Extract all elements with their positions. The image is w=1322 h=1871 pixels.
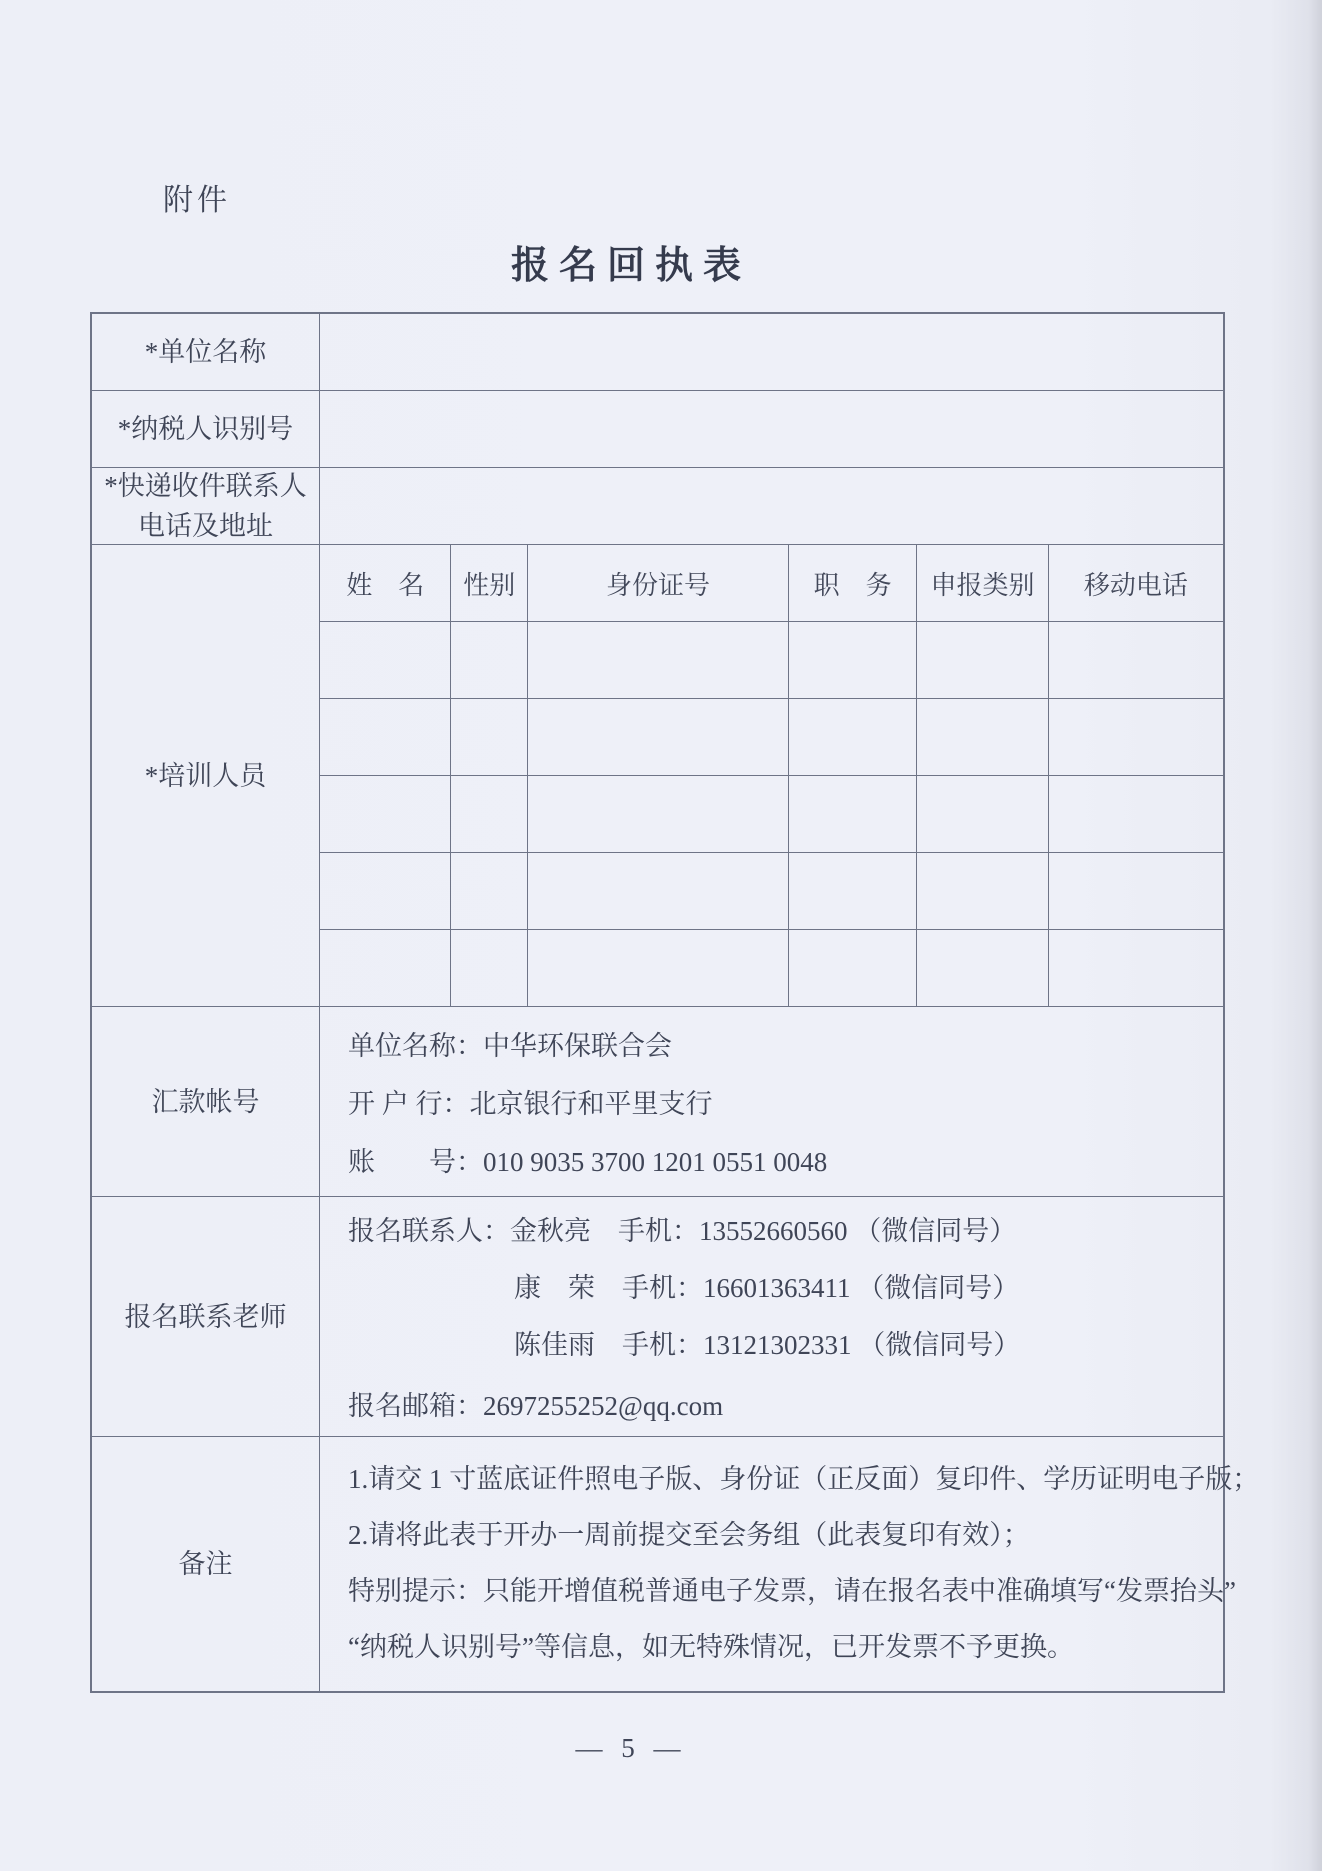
trainee-header-application-category: 申报类别	[917, 545, 1048, 622]
trainee-cell-empty	[789, 853, 917, 930]
courier-contact-label	[92, 468, 320, 544]
remittance-unit-name: 单位名称：中华环保联合会	[348, 1031, 672, 1061]
registration-form-table	[90, 312, 1260, 1693]
row-courier-contact	[92, 468, 1223, 545]
trainee-cell-empty	[528, 622, 789, 699]
trainee-cell-empty	[1049, 699, 1223, 776]
remarks-line-1: 1.请交 1 寸蓝底证件照电子版、身份证（正反面）复印件、学历证明电子版；	[348, 1464, 1260, 1494]
attachment-label: 附件	[163, 184, 231, 217]
trainee-cell-empty	[320, 776, 451, 853]
courier-contact-value-cell	[320, 468, 1223, 544]
trainees-table-cell	[320, 545, 1223, 1006]
remittance-account-number: 账 号：010 9035 3700 1201 0551 0048	[348, 1147, 828, 1177]
courier-contact-label-line1: *快递收件联系人	[104, 471, 307, 501]
contact-line-2: 康 荣 手机：16601363411 （微信同号）	[514, 1273, 1020, 1303]
contact-line-3: 陈佳雨 手机：13121302331 （微信同号）	[514, 1330, 1021, 1360]
trainee-cell-empty	[1049, 853, 1223, 930]
trainee-cell-empty	[1049, 622, 1223, 699]
trainee-cell-empty	[528, 853, 789, 930]
remarks-details	[320, 1437, 1273, 1691]
trainee-cell-empty	[320, 622, 451, 699]
remarks-line-3: 特别提示：只能开增值税普通电子发票，请在报名表中准确填写“发票抬头”	[348, 1576, 1236, 1606]
trainee-cell-empty	[917, 699, 1048, 776]
contact-email: 报名邮箱：2697255252@qq.com	[348, 1391, 724, 1421]
trainee-header-gender: 性别	[451, 545, 528, 622]
unit-name-label: *单位名称	[92, 314, 320, 390]
trainee-cell-empty	[789, 930, 917, 1007]
trainee-cell-empty	[451, 699, 528, 776]
row-trainees	[92, 545, 1223, 1007]
trainee-cell-empty	[451, 930, 528, 1007]
row-taxpayer-id	[92, 391, 1223, 468]
remarks-line-4: “纳税人识别号”等信息，如无特殊情况，已开发票不予更换。	[348, 1632, 1074, 1662]
taxpayer-id-label: *纳税人识别号	[92, 391, 320, 467]
row-contact-teachers	[92, 1197, 1223, 1437]
trainee-header-name: 姓 名	[320, 545, 451, 622]
trainees-label: *培训人员	[92, 545, 320, 1006]
contact-teachers-label: 报名联系老师	[92, 1197, 320, 1436]
trainee-cell-empty	[320, 930, 451, 1007]
trainee-header-position: 职 务	[789, 545, 917, 622]
trainee-cell-empty	[1049, 930, 1223, 1007]
trainee-cell-empty	[320, 699, 451, 776]
trainee-table	[320, 545, 1223, 1007]
trainee-cell-empty	[528, 930, 789, 1007]
taxpayer-id-value-cell	[320, 391, 1223, 467]
contact-teachers-details	[320, 1197, 1223, 1436]
unit-name-value-cell	[320, 314, 1223, 390]
trainee-cell-empty	[789, 776, 917, 853]
trainee-cell-empty	[451, 853, 528, 930]
remittance-account-label: 汇款帐号	[92, 1007, 320, 1196]
row-unit-name	[92, 314, 1223, 391]
trainee-header-mobile-phone: 移动电话	[1049, 545, 1223, 622]
trainee-cell-empty	[917, 776, 1048, 853]
row-remittance-account	[92, 1007, 1223, 1197]
remittance-bank: 开 户 行：北京银行和平里支行	[348, 1089, 713, 1119]
trainee-cell-empty	[789, 622, 917, 699]
remarks-line-2: 2.请将此表于开办一周前提交至会务组（此表复印有效）；	[348, 1520, 1030, 1550]
page-number: — 5 —	[575, 1733, 687, 1763]
trainee-header-id-number: 身份证号	[528, 545, 789, 622]
page-title: 报名回执表	[510, 245, 751, 287]
trainee-cell-empty	[320, 853, 451, 930]
trainee-cell-empty	[917, 853, 1048, 930]
remarks-label: 备注	[92, 1437, 320, 1691]
trainee-cell-empty	[528, 776, 789, 853]
trainee-cell-empty	[917, 930, 1048, 1007]
trainee-cell-empty	[528, 699, 789, 776]
trainee-cell-empty	[789, 699, 917, 776]
trainee-cell-empty	[451, 622, 528, 699]
contact-line-1: 报名联系人：金秋亮 手机：13552660560 （微信同号）	[348, 1216, 1017, 1246]
trainee-cell-empty	[917, 622, 1048, 699]
courier-contact-label-line2: 电话及地址	[138, 511, 273, 541]
row-remarks	[92, 1437, 1260, 1691]
trainee-cell-empty	[1049, 776, 1223, 853]
remittance-account-details	[320, 1007, 1223, 1196]
trainee-cell-empty	[451, 776, 528, 853]
